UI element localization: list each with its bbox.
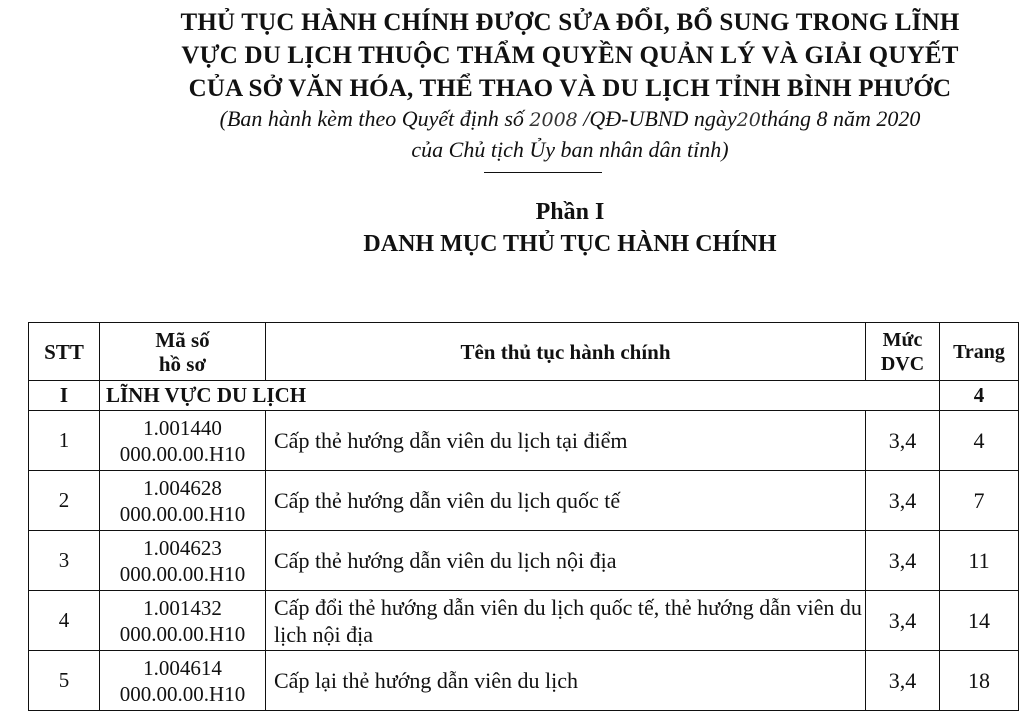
row-code-line-1: 1.004614 <box>143 655 222 680</box>
title-divider <box>484 172 602 173</box>
header-name: Tên thủ tục hành chính <box>266 323 866 381</box>
row-code-line-1: 1.001432 <box>143 595 222 620</box>
row-stt: 5 <box>29 651 100 711</box>
row-level: 3,4 <box>866 471 940 531</box>
row-name: Cấp lại thẻ hướng dẫn viên du lịch <box>266 651 866 711</box>
header-page: Trang <box>940 323 1019 381</box>
decision-number: 2008 <box>529 109 578 131</box>
title-line-1: THỦ TỤC HÀNH CHÍNH ĐƯỢC SỬA ĐỔI, BỔ SUNG TRONG LĨNH <box>180 9 960 36</box>
table-row <box>29 531 1019 591</box>
section-page: 4 <box>940 381 1019 411</box>
part-title: DANH MỤC THỦ TỤC HÀNH CHÍNH <box>363 231 777 257</box>
row-stt: 2 <box>29 471 100 531</box>
row-name: Cấp đổi thẻ hướng dẫn viên du lịch quốc tế, thẻ hướng dẫn viên du lịch nội địa <box>266 591 866 651</box>
row-level: 3,4 <box>866 531 940 591</box>
row-name: Cấp thẻ hướng dẫn viên du lịch tại điểm <box>266 411 866 471</box>
procedure-table <box>28 322 1019 711</box>
document-title <box>110 6 1030 105</box>
row-page: 11 <box>940 531 1019 591</box>
header-level-line-1: Mức <box>882 328 923 351</box>
header-code <box>100 323 266 381</box>
row-page: 7 <box>940 471 1019 531</box>
header-level-line-2: DVC <box>880 352 925 375</box>
table-row <box>29 591 1019 651</box>
row-code-line-1: 1.004623 <box>143 535 222 560</box>
title-line-2: VỰC DU LỊCH THUỘC THẨM QUYỀN QUẢN LÝ VÀ GIẢI QUYẾT <box>181 42 959 69</box>
row-name: Cấp thẻ hướng dẫn viên du lịch nội địa <box>266 531 866 591</box>
row-code <box>100 531 266 591</box>
row-page: 14 <box>940 591 1019 651</box>
decision-day: 20 <box>736 109 761 131</box>
row-code-line-1: 1.001440 <box>143 415 222 440</box>
row-code-line-1: 1.004628 <box>143 475 222 500</box>
section-name: LĨNH VỰC DU LỊCH <box>100 381 940 411</box>
row-code <box>100 471 266 531</box>
row-code-line-2: 000.00.00.H10 <box>119 561 246 586</box>
row-level: 3,4 <box>866 591 940 651</box>
header-stt: STT <box>29 323 100 381</box>
row-level: 3,4 <box>866 651 940 711</box>
section-stt: I <box>29 381 100 411</box>
header-code-line-2: hồ sơ <box>158 351 207 376</box>
row-name: Cấp thẻ hướng dẫn viên du lịch quốc tế <box>266 471 866 531</box>
row-code-line-2: 000.00.00.H10 <box>119 681 246 706</box>
row-stt: 1 <box>29 411 100 471</box>
section-row <box>29 381 1019 411</box>
row-code-line-2: 000.00.00.H10 <box>119 441 246 466</box>
table-row <box>29 471 1019 531</box>
part-number: Phần I <box>535 199 605 225</box>
header-level <box>866 323 940 381</box>
subtitle-prefix: (Ban hành kèm theo Quyết định số <box>219 106 530 131</box>
row-code-line-2: 000.00.00.H10 <box>119 501 246 526</box>
row-code <box>100 651 266 711</box>
row-stt: 3 <box>29 531 100 591</box>
row-code-line-2: 000.00.00.H10 <box>119 621 246 646</box>
table-header-row <box>29 323 1019 381</box>
row-stt: 4 <box>29 591 100 651</box>
document-subtitle <box>100 104 1035 165</box>
table-row <box>29 651 1019 711</box>
subtitle-line-1 <box>100 104 1035 135</box>
row-page: 4 <box>940 411 1019 471</box>
row-level: 3,4 <box>866 411 940 471</box>
subtitle-line-2: của Chủ tịch Ủy ban nhân dân tỉnh) <box>411 137 729 162</box>
row-code <box>100 411 266 471</box>
header-code-line-1: Mã số <box>155 327 210 352</box>
table-row <box>29 411 1019 471</box>
row-page: 18 <box>940 651 1019 711</box>
row-code <box>100 591 266 651</box>
title-line-3: CỦA SỞ VĂN HÓA, THỂ THAO VÀ DU LỊCH TỈNH BÌNH PHƯỚC <box>188 75 952 102</box>
subtitle-suffix: tháng 8 năm 2020 <box>760 106 921 131</box>
subtitle-mid: /QĐ-UBND ngày <box>577 106 737 131</box>
